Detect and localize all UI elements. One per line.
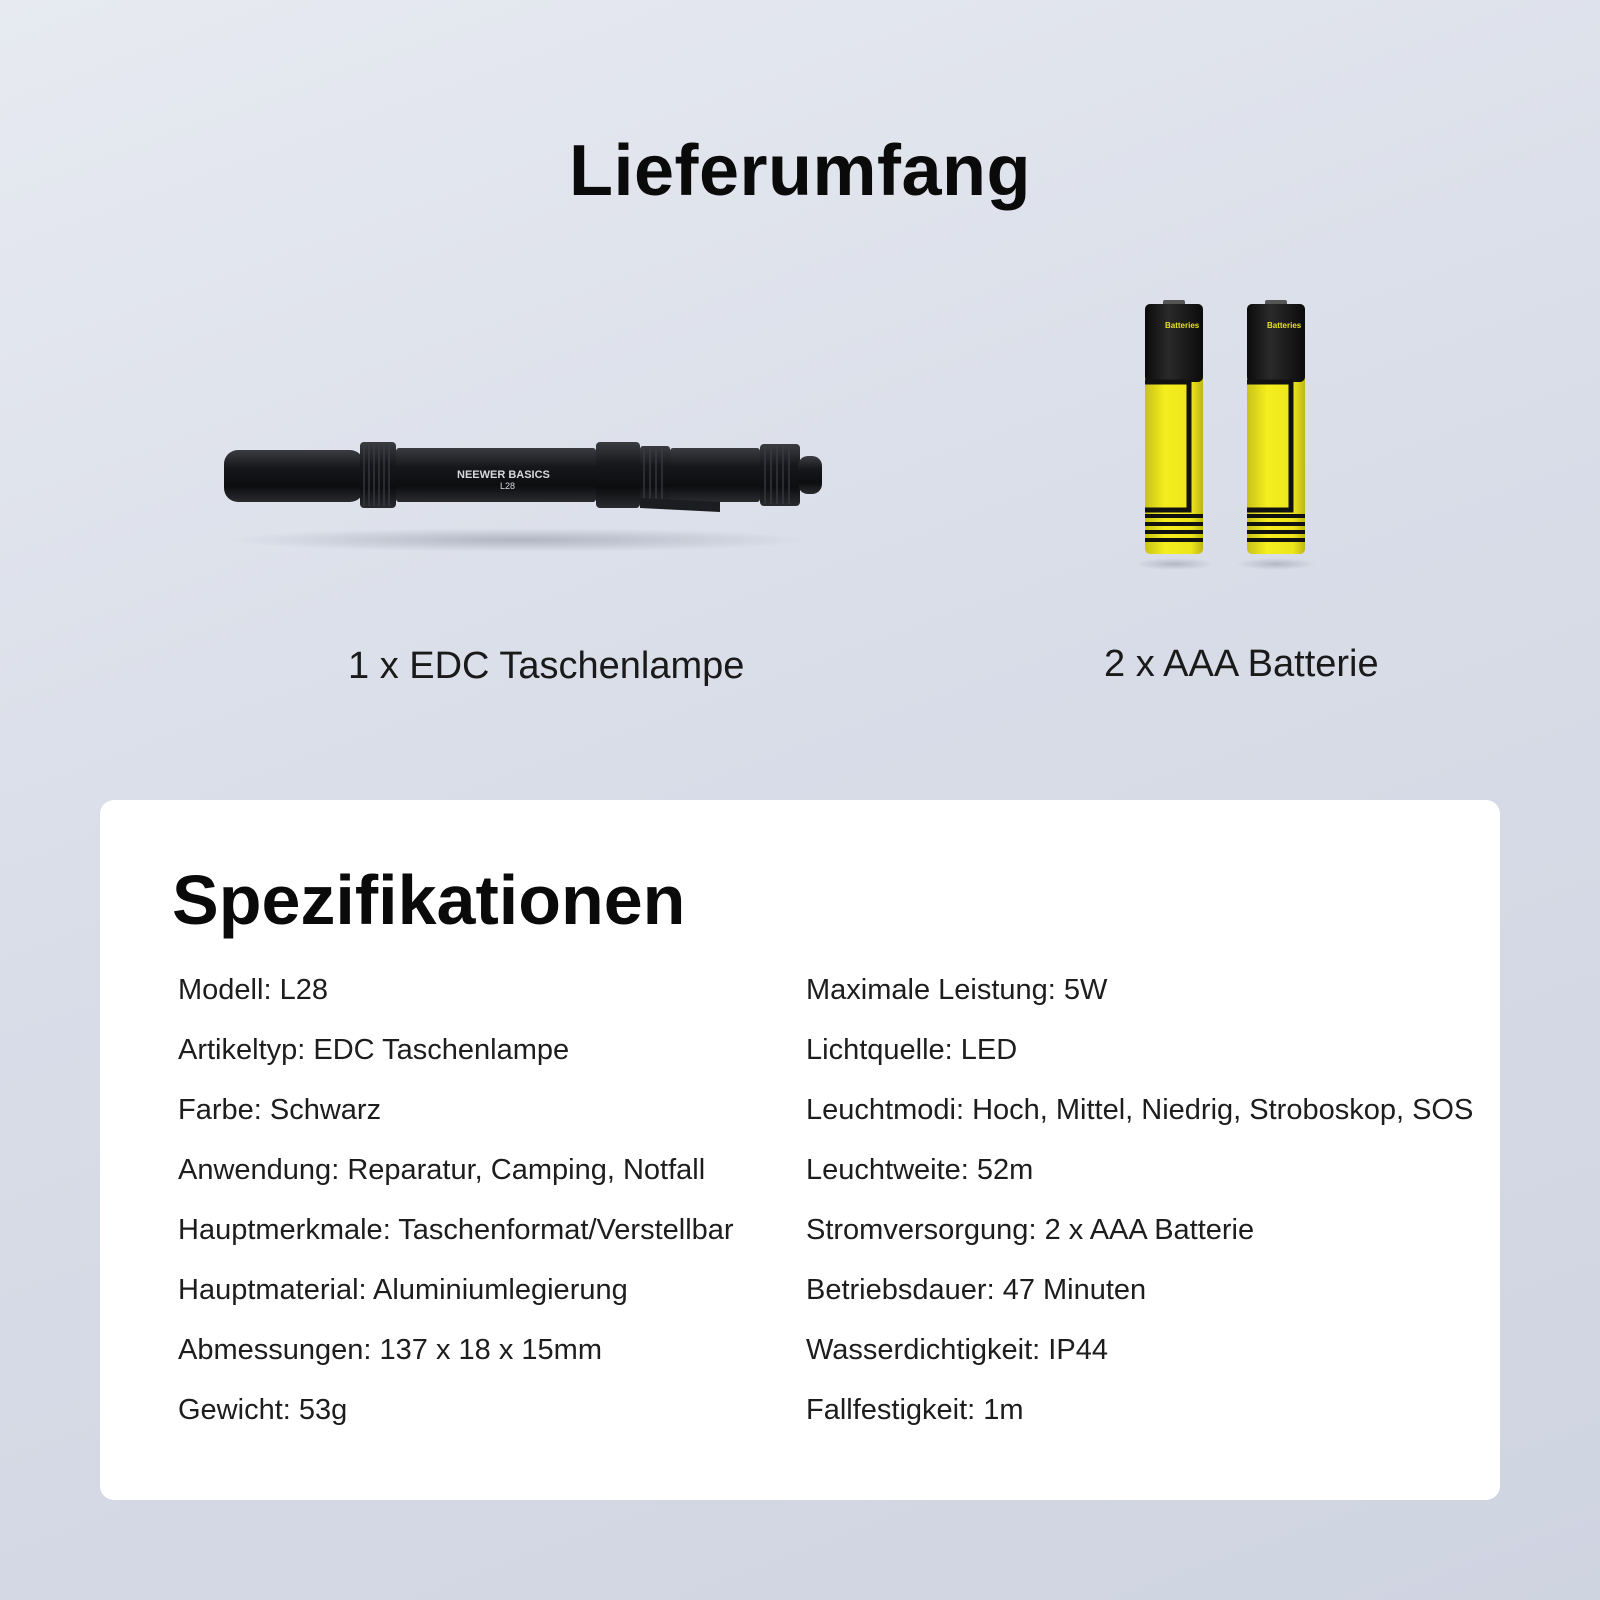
spec-row: Wasserdichtigkeit : IP44 xyxy=(806,1332,1473,1392)
specifications-card xyxy=(100,800,1500,1500)
spec-row: Leuchtweite : 52m xyxy=(806,1152,1473,1212)
spec-row: Hauptmerkmale : Taschenformat/Verstellbar xyxy=(178,1212,734,1272)
spec-row: Abmessungen : 137 x 18 x 15mm xyxy=(178,1332,734,1392)
specifications-title: Spezifikationen xyxy=(172,861,686,939)
spec-row: Stromversorgung : 2 x AAA Batterie xyxy=(806,1212,1473,1272)
spec-row: Modell : L28 xyxy=(178,972,734,1032)
spec-row: Gewicht : 53g xyxy=(178,1392,734,1452)
spec-row: Anwendung : Reparatur, Camping, Notfall xyxy=(178,1152,734,1212)
specs-left-column xyxy=(178,972,734,1452)
page-title: Lieferumfang xyxy=(568,131,1032,211)
spec-row: Artikeltyp : EDC Taschenlampe xyxy=(178,1032,734,1092)
brand-engraving: NEEWER BASICS xyxy=(457,469,550,481)
spec-row: Fallfestigkeit : 1m xyxy=(806,1392,1473,1452)
spec-row: Lichtquelle : LED xyxy=(806,1032,1473,1092)
aaa-battery-image xyxy=(1140,300,1360,580)
battery-brand-text: Batteries xyxy=(1165,321,1200,330)
spec-row: Hauptmaterial : Aluminiumlegierung xyxy=(178,1272,734,1332)
flashlight-caption: 1 x EDC Taschenlampe xyxy=(348,645,745,687)
model-engraving: L28 xyxy=(500,481,516,491)
spec-row: Farbe : Schwarz xyxy=(178,1092,734,1152)
battery-caption: 2 x AAA Batterie xyxy=(1104,643,1379,685)
flashlight-image xyxy=(220,420,840,560)
spec-row: Leuchtmodi : Hoch, Mittel, Niedrig, Stroboskop, SOS xyxy=(806,1092,1473,1152)
package-contents xyxy=(0,280,1600,700)
spec-row: Betriebsdauer : 47 Minuten xyxy=(806,1272,1473,1332)
spec-row: Maximale Leistung : 5W xyxy=(806,972,1473,1032)
battery-brand-text: Batteries xyxy=(1267,321,1302,330)
specs-right-column xyxy=(806,972,1473,1452)
